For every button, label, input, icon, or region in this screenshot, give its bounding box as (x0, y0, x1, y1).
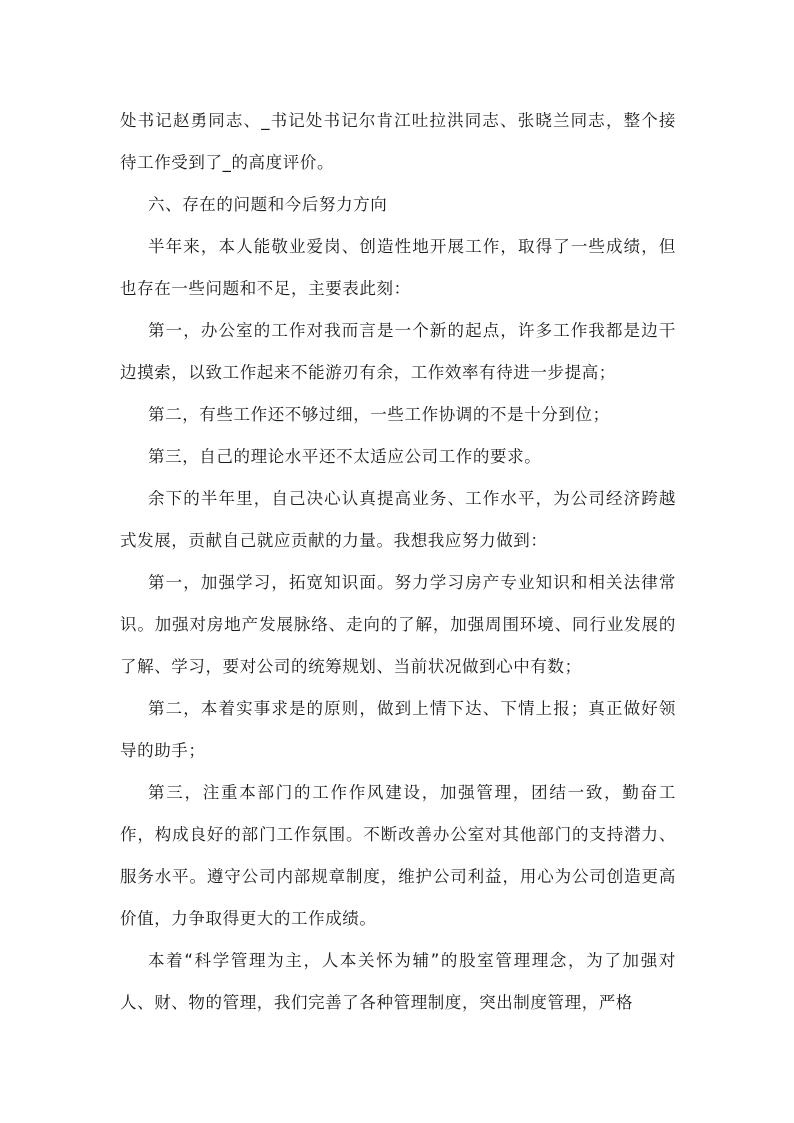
paragraph: 余下的半年里，自己决心认真提高业务、工作水平，为公司经济跨越式发展，贡献自己就应贡献的力量。我想我应努力做到： (120, 489, 676, 550)
paragraph: 第三，注重本部门的工作作风建设，加强管理，团结一致，勤奋工作，构成良好的部门工作氛围。不断改善办公室对其他部门的支持潜力、服务水平。遵守公司内部规章制度，维护公司利益，用心为公司创造更高价值，力争取得更大的工作成绩。 (120, 783, 676, 928)
paragraph: 第二，本着实事求是的原则，做到上情下达、下情上报；真正做好领导的助手； (120, 699, 676, 760)
paragraph-continuation: 处书记赵勇同志、_书记处书记尔肯江吐拉洪同志、张晓兰同志，整个接待工作受到了_的高度评价。 (120, 111, 676, 172)
paragraph: 半年来，本人能敬业爱岗、创造性地开展工作，取得了一些成绩，但也存在一些问题和不足，主要表此刻： (120, 237, 676, 298)
document-body (120, 100, 676, 1024)
paragraph: 第一，办公室的工作对我而言是一个新的起点，许多工作我都是边干边摸索，以致工作起来不能游刃有余，工作效率有待进一步提高； (120, 321, 676, 382)
paragraph: 第三，自己的理论水平还不太适应公司工作的要求。 (148, 447, 542, 466)
paragraph: 第二，有些工作还不够过细，一些工作协调的不是十分到位； (148, 405, 610, 424)
section-heading: 六、存在的问题和今后努力方向 (148, 195, 388, 214)
paragraph: 第一，加强学习，拓宽知识面。努力学习房产专业知识和相关法律常识。加强对房地产发展脉络、走向的了解，加强周围环境、同行业发展的了解、学习，要对公司的统筹规划、当前状况做到心中有数； (120, 573, 676, 676)
paragraph: 本着“科学管理为主，人本关怀为辅”的股室管理理念，为了加强对人、财、物的管理，我们完善了各种管理制度，突出制度管理，严格 (120, 951, 676, 1012)
